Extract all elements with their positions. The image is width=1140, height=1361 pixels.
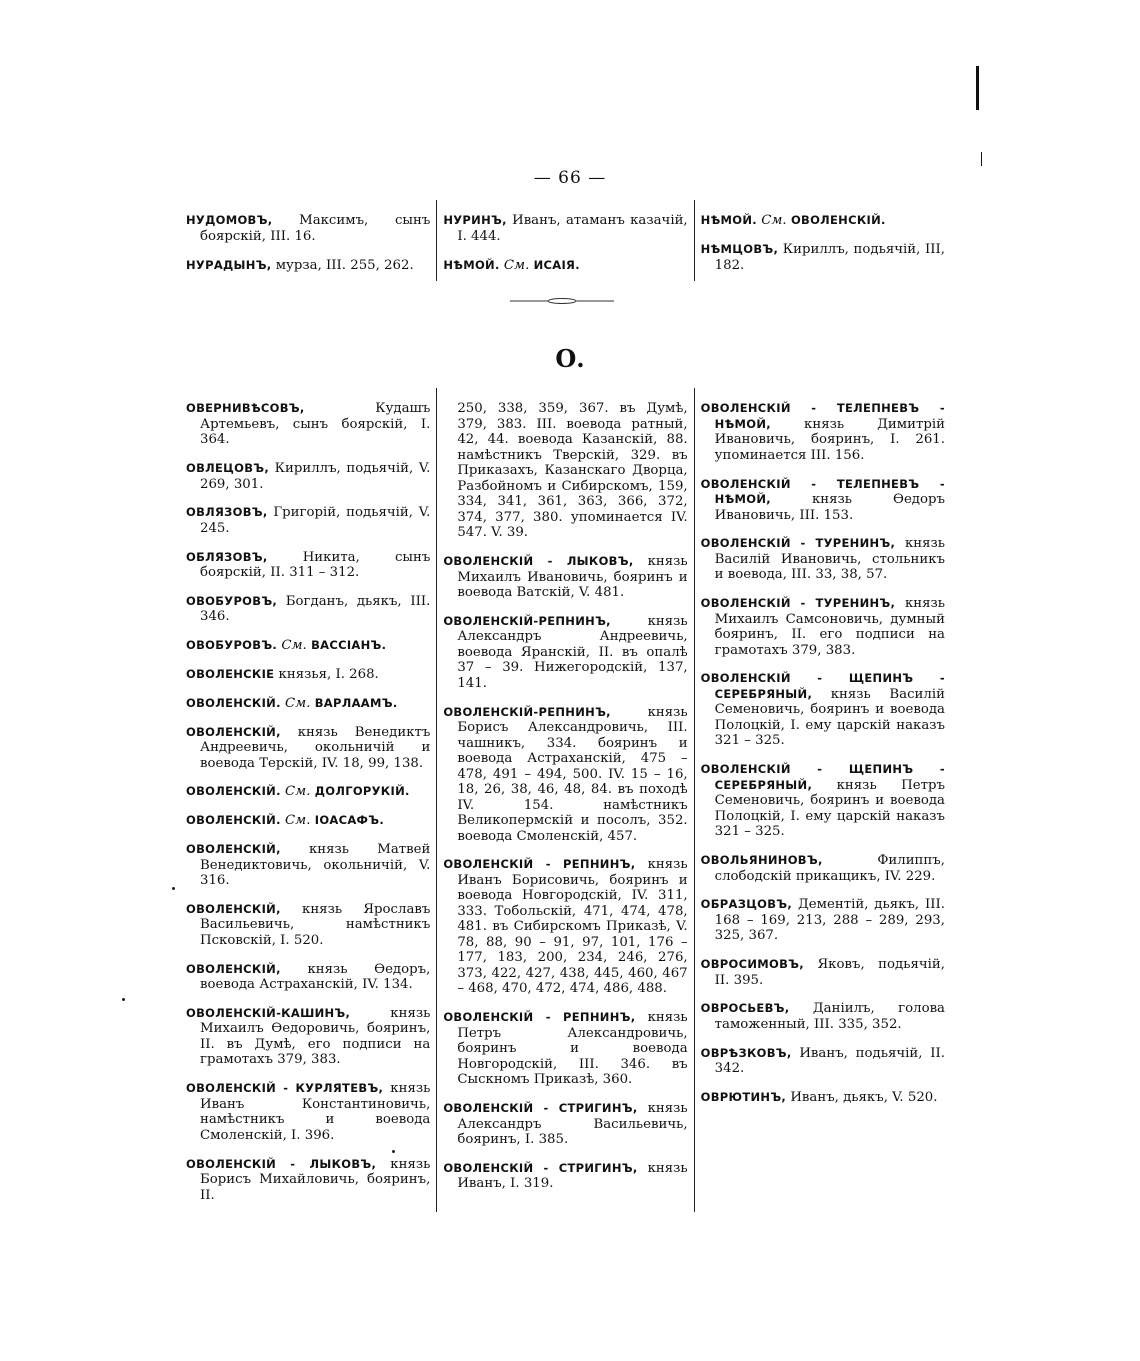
entry-headword: ОВОЛЕНСКІЙ-РЕПНИНЪ, (443, 613, 611, 628)
entry-headword: ОВОЛЕНСКІЙ - ТУРЕНИНЪ, (700, 596, 896, 611)
page-number: — 66 — (533, 168, 607, 188)
index-entry (186, 461, 430, 492)
entry-headword: ОВОЛЬЯНИНОВЪ, (700, 853, 823, 868)
margin-mark (976, 66, 979, 110)
top-column-2 (436, 200, 693, 281)
entry-headword: НУРАДЫНЪ, (186, 257, 272, 272)
entry-reference: ДОЛГОРУКІЙ. (310, 784, 410, 799)
index-entry (186, 813, 430, 829)
entry-text: Дементій, дьякъ, III. 168 – 169, 213, 288 – 289, 293, 325, 367. (714, 897, 945, 944)
entry-headword: ОВЕРНИВѢСОВЪ, (186, 401, 305, 416)
entry-headword: ОВОЛЕНСКІЙ. (186, 813, 281, 828)
main-index-columns (186, 388, 951, 1212)
index-entry (186, 258, 430, 274)
entry-headword: НУРИНЪ, (443, 213, 507, 228)
index-entry (701, 957, 945, 988)
index-entry (701, 536, 945, 583)
index-entry (186, 1157, 430, 1204)
entry-text: Богданъ, дьякъ, III. 346. (200, 593, 431, 625)
entry-text: князья, I. 268. (274, 667, 379, 683)
entry-headword: ОВОЛЕНСКІЙ - ЛЫКОВЪ, (443, 554, 634, 569)
entry-text: князь Василій Ивановичь, стольникъ и воевода, III. 33, 38, 57. (714, 536, 945, 583)
entry-headword: ОВОЛЕНСКІЙ-КАШИНЪ, (186, 1005, 351, 1020)
entry-text: князь Петръ Александровичь, бояринъ и воевода Новгородскій, III. 346. въ Сыскномъ Приказѣ, 360. (457, 1010, 688, 1088)
entry-headword: ОВОЛЕНСКІЙ, (186, 842, 281, 857)
entry-text: князь Александръ Андреевичь, воевода Яранскій, II. въ опалѣ 37 – 39. Нижегородскій, 137, 141. (457, 613, 688, 691)
entry-headword: ОВОЛЕНСКІЙ - СТРИГИНЪ, (443, 1101, 638, 1116)
entry-text: Иванъ, подьячій, II. 342. (714, 1045, 945, 1077)
ink-speck (172, 887, 175, 890)
index-entry (443, 1101, 687, 1148)
entry-headword: ОВОБУРОВЪ. (186, 638, 278, 653)
section-letter: О. (555, 344, 585, 373)
index-entry (701, 242, 945, 273)
entry-text: князь Венедиктъ Андреевичь, окольничій и воевода Терскій, IV. 18, 99, 138. (200, 724, 431, 771)
entry-headword: ОБРАЗЦОВЪ, (700, 897, 793, 912)
entry-text: Даніилъ, голова таможенный, III. 335, 352. (714, 1001, 945, 1032)
entry-text: князь Иванъ Борисовичь, бояринъ и воевода Новгородскій, IV. 311, 333. Тобольскій, 471, 474, 478, 481. въ Сибирскомъ Приказѣ, V. 78, 88, 90 – 91, 97, 101, 176 – 177, 183, 200, 234, 246, 276, 373, 422, 427, 438, 445, 460, 467 – 468, 470, 472, 474, 486, 488. (457, 857, 688, 997)
entry-text: Филиппъ, слободскій прикащикъ, IV. 229. (714, 853, 945, 884)
entry-headword: ОВОЛЕНСКІЙ, (186, 724, 281, 739)
entry-text: Никита, сынъ боярскій, II. 311 – 312. (200, 549, 431, 581)
entry-headword: ОВОЛЕНСКІЙ. (186, 784, 281, 799)
main-column-2 (436, 388, 693, 1212)
index-entry (186, 725, 430, 772)
index-entry (701, 213, 945, 229)
index-entry (443, 614, 687, 692)
entry-headword: ОВРЮТИНЪ, (700, 1090, 787, 1105)
entry-headword: ОВОЛЕНСКІЙ-РЕПНИНЪ, (443, 704, 611, 719)
entry-text: князь Иванъ Константиновичь, намѣстникъ и воевода Смоленскій, I. 396. (200, 1081, 431, 1143)
section-divider-ornament (510, 296, 614, 306)
entry-text: князь Борисъ Александровичь, III. чашникъ, 334. бояринъ и воевода Астраханскій, 475 – 478, 491 – 494, 500. IV. 15 – 16, 18, 26, 38, 46, 48, 84. въ походѣ IV. 154. намѣстникъ Великопермскій и посолъ, 352. воевода Смоленскій, 457. (457, 704, 688, 844)
index-entry (186, 902, 430, 949)
index-entry (701, 1046, 945, 1077)
index-entry (701, 853, 945, 884)
index-entry (701, 1001, 945, 1032)
main-column-1 (186, 388, 436, 1212)
index-entry (443, 213, 687, 244)
index-entry (186, 842, 430, 889)
entry-text: князь Александръ Васильевичь, бояринъ, I. 385. (457, 1101, 688, 1148)
index-entry (443, 258, 687, 274)
see-also-label: См. (285, 695, 311, 711)
entry-headword: ОВОЛЕНСКІЙ - КУРЛЯТЕВЪ, (186, 1081, 384, 1096)
index-entry (443, 1010, 687, 1088)
index-entry (186, 401, 430, 448)
entry-headword: ОВОЛЕНСКІЙ. (186, 695, 281, 710)
index-entry (701, 1090, 945, 1106)
entry-text: князь Иванъ, I. 319. (457, 1160, 688, 1192)
entry-headword: ОВОЛЕНСКІЙ - ТЕЛЕПНЕВЪ - НѢМОЙ, (700, 476, 945, 507)
index-entry (186, 1006, 430, 1068)
see-also-label: См. (503, 257, 530, 273)
entry-reference: ИСАІЯ. (529, 257, 580, 272)
see-also-label: См. (761, 213, 787, 229)
entry-text: Григорій, подьячій, V. 245. (200, 505, 431, 536)
top-column-1 (186, 200, 436, 281)
index-entry (186, 638, 430, 654)
ink-speck (122, 998, 125, 1001)
entry-reference: ОВОЛЕНСКІЙ. (786, 213, 886, 228)
index-entry (186, 213, 430, 244)
entry-text: Кудашъ Артемьевъ, сынъ боярскій, I. 364. (200, 401, 431, 448)
index-entry (186, 962, 430, 993)
index-entry (443, 401, 687, 541)
entry-headword: ОВОЛЕНСКІЙ - ЩЕПИНЪ - СЕРЕБРЯНЫЙ, (700, 762, 945, 792)
entry-text: князь Ярославъ Васильевичь, намѣстникъ Псковскій, I. 520. (200, 901, 431, 948)
index-entry (701, 897, 945, 944)
index-entry (186, 1081, 430, 1143)
entry-headword: ОВОЛЕНСКІЙ - РЕПНИНЪ, (443, 857, 636, 872)
index-entry (701, 401, 945, 463)
see-also-label: См. (285, 813, 311, 829)
entry-text: Иванъ, атаманъ казачій, I. 444. (457, 213, 688, 244)
entry-headword: ОВРѢЗКОВЪ, (700, 1045, 792, 1060)
ink-speck (392, 1150, 395, 1153)
entry-reference: ІОАСАФЪ. (310, 813, 385, 828)
index-entry (186, 594, 430, 625)
see-also-label: См. (281, 638, 307, 654)
see-also-label: См. (285, 784, 311, 800)
entry-text: князь Ѳедоръ, воевода Астраханскій, IV. 134. (200, 961, 431, 993)
index-entry (443, 554, 687, 601)
entry-headword: ОВОЛЕНСКІЙ, (186, 961, 281, 976)
entry-text: 250, 338, 359, 367. въ Думѣ, 379, 383. III. воевода ратный, 42, 44. воевода Казанскій, 88. намѣстникъ Тверскій, 329. въ Приказахъ, Казанскаго Дворца, Разбойномъ и Сибирскомъ, 159, 334, 341, 361, 363, 366, 372, 374, 377, 380. упоминается IV. 547. V. 39. (457, 401, 688, 541)
entry-headword: ОВОЛЕНСКІЙ - ТУРЕНИНЪ, (700, 536, 896, 551)
entry-text: князь Борисъ Михайловичь, бояринъ, II. (200, 1156, 431, 1203)
index-entry (186, 696, 430, 712)
entry-reference: ВАРЛААМЪ. (310, 695, 398, 710)
index-entry (701, 762, 945, 840)
entry-text: князь Михаилъ Самсоновичь, думный бояринъ, II. его подписи на грамотахъ 379, 383. (714, 596, 945, 658)
entry-headword: ОВРОСИМОВЪ, (700, 957, 804, 972)
index-entry (443, 705, 687, 845)
entry-headword: ОВОЛЕНСКІЙ, (186, 901, 281, 916)
entry-text: Максимъ, сынъ боярскій, III. 16. (200, 213, 431, 244)
margin-mark (981, 152, 982, 166)
entry-headword: ОВОЛЕНСКІЙ - СТРИГИНЪ, (443, 1160, 638, 1175)
entry-headword: ОВЛЕЦОВЪ, (186, 461, 270, 476)
main-column-3 (694, 388, 951, 1212)
index-entry (186, 550, 430, 581)
entry-headword: ОВРОСЬЕВЪ, (700, 1001, 790, 1016)
entry-text: Кириллъ, подьячій, III, 182. (714, 242, 945, 273)
entry-headword: ОВОЛЕНСКІЕ (186, 667, 275, 682)
entry-headword: НѢМОЙ. (443, 257, 500, 272)
entry-text: князь Ѳедоръ Ивановичь, III. 153. (714, 492, 945, 523)
entry-headword: НУДОМОВЪ, (186, 213, 273, 228)
index-entry (186, 667, 430, 683)
index-entry (186, 784, 430, 800)
top-index-columns (186, 200, 951, 281)
entry-text: князь Матвей Венедиктовичь, окольничій, V. 316. (200, 842, 431, 889)
entry-text: Иванъ, дьякъ, V. 520. (786, 1090, 938, 1106)
entry-text: князь Димитрій Ивановичь, бояринъ, I. 261. упоминается III. 156. (714, 416, 945, 463)
entry-text: князь Михаилъ Ѳедоровичь, бояринъ, II. въ Думѣ, его подписи на грамотахъ 379, 383. (200, 1005, 431, 1068)
entry-text: Кириллъ, подьячій, V. 269, 301. (200, 461, 431, 492)
entry-text: князь Михаилъ Ивановичь, бояринъ и воевода Ватскій, V. 481. (457, 554, 688, 601)
top-column-3 (694, 200, 951, 281)
index-entry (701, 596, 945, 658)
entry-headword: ОВОЛЕНСКІЙ - ТЕЛЕПНЕВЪ - НѢМОЙ, (700, 401, 945, 431)
entry-headword: НѢМОЙ. (700, 213, 757, 228)
entry-headword: ОВОЛЕНСКІЙ - РЕПНИНЪ, (443, 1010, 636, 1025)
index-entry (701, 477, 945, 524)
index-entry (701, 671, 945, 749)
entry-text: мурза, III. 255, 262. (271, 257, 414, 273)
entry-headword: ОБЛЯЗОВЪ, (186, 549, 268, 564)
entry-headword: НѢМЦОВЪ, (700, 242, 779, 257)
entry-text: князь Петръ Семеновичь, бояринъ и воевода Полоцкій, I. ему царскій наказъ 321 – 325. (714, 777, 945, 840)
index-entry (443, 1161, 687, 1192)
entry-text: князь Василій Семеновичь, бояринъ и воевода Полоцкій, I. ему царскій наказъ 321 – 325. (714, 686, 945, 749)
index-entry (186, 505, 430, 536)
entry-headword: ОВЛЯЗОВЪ, (186, 505, 268, 520)
index-entry (443, 857, 687, 997)
entry-reference: ВАССІАНЪ. (306, 638, 387, 653)
entry-headword: ОВОЛЕНСКІЙ - ЛЫКОВЪ, (186, 1156, 377, 1171)
entry-headword: ОВОЛЕНСКІЙ - ЩЕПИНЪ - СЕРЕБРЯНЫЙ, (700, 671, 945, 701)
entry-headword: ОВОБУРОВЪ, (186, 593, 278, 608)
entry-text: Яковъ, подьячій, II. 395. (714, 957, 945, 988)
